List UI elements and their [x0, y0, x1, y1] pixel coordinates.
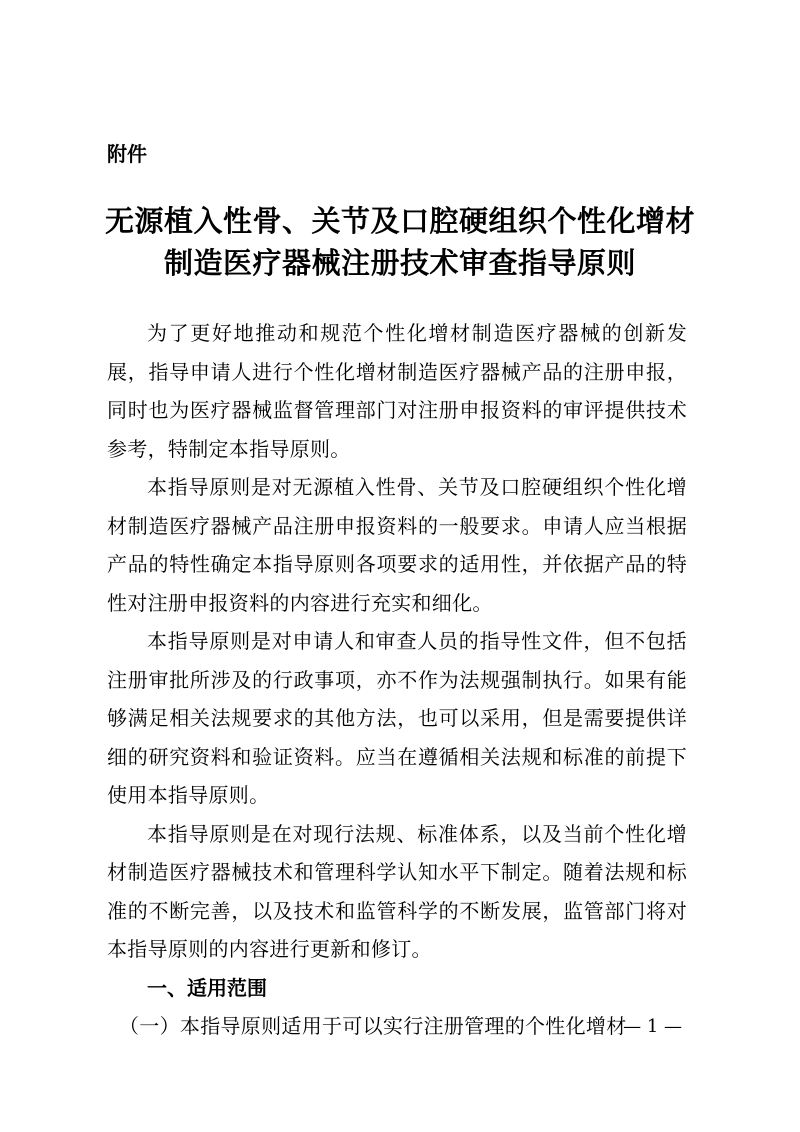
page-number: — 1 —: [623, 1016, 682, 1037]
paragraph-purpose: 为了更好地推动和规范个性化增材制造医疗器械的创新发展，指导申请人进行个性化增材制造医疗器械产品的注册申报，同时也为医疗器械监督管理部门对注册申报资料的审评提供技术参考，特制定本指导原则。: [107, 321, 687, 461]
attachment-label: 附件: [107, 142, 147, 166]
section-heading-scope: 一、适用范围: [147, 975, 267, 1000]
sub-item-1: （一）本指导原则适用于可以实行注册管理的个性化增材: [119, 1014, 627, 1038]
paragraph-scope-general: 本指导原则是对无源植入性骨、关节及口腔硬组织个性化增材制造医疗器械产品注册申报资料的一般要求。申请人应当根据产品的特性确定本指导原则各项要求的适用性，并依据产品的特性对注册申报资料的内容进行充实和细化。: [107, 475, 687, 615]
document-title: [95, 200, 705, 284]
paragraph-guidance-nature: 本指导原则是对申请人和审查人员的指导性文件，但不包括注册审批所涉及的行政事项，亦不作为法规强制执行。如果有能够满足相关法规要求的其他方法，也可以采用，但是需要提供详细的研究资料和验证资料。应当在遵循相关法规和标准的前提下使用本指导原则。: [107, 629, 687, 807]
paragraph-revision-note: 本指导原则是在对现行法规、标准体系，以及当前个性化增材制造医疗器械技术和管理科学认知水平下制定。随着法规和标准的不断完善，以及技术和监管科学的不断发展，监管部门将对本指导原则的内容进行更新和修订。: [107, 821, 687, 961]
document-title-line-2: 制造医疗器械注册技术审查指导原则: [163, 246, 636, 280]
document-title-line-1: 无源植入性骨、关节及口腔硬组织个性化增材: [104, 204, 695, 238]
document-body: [107, 314, 687, 1046]
